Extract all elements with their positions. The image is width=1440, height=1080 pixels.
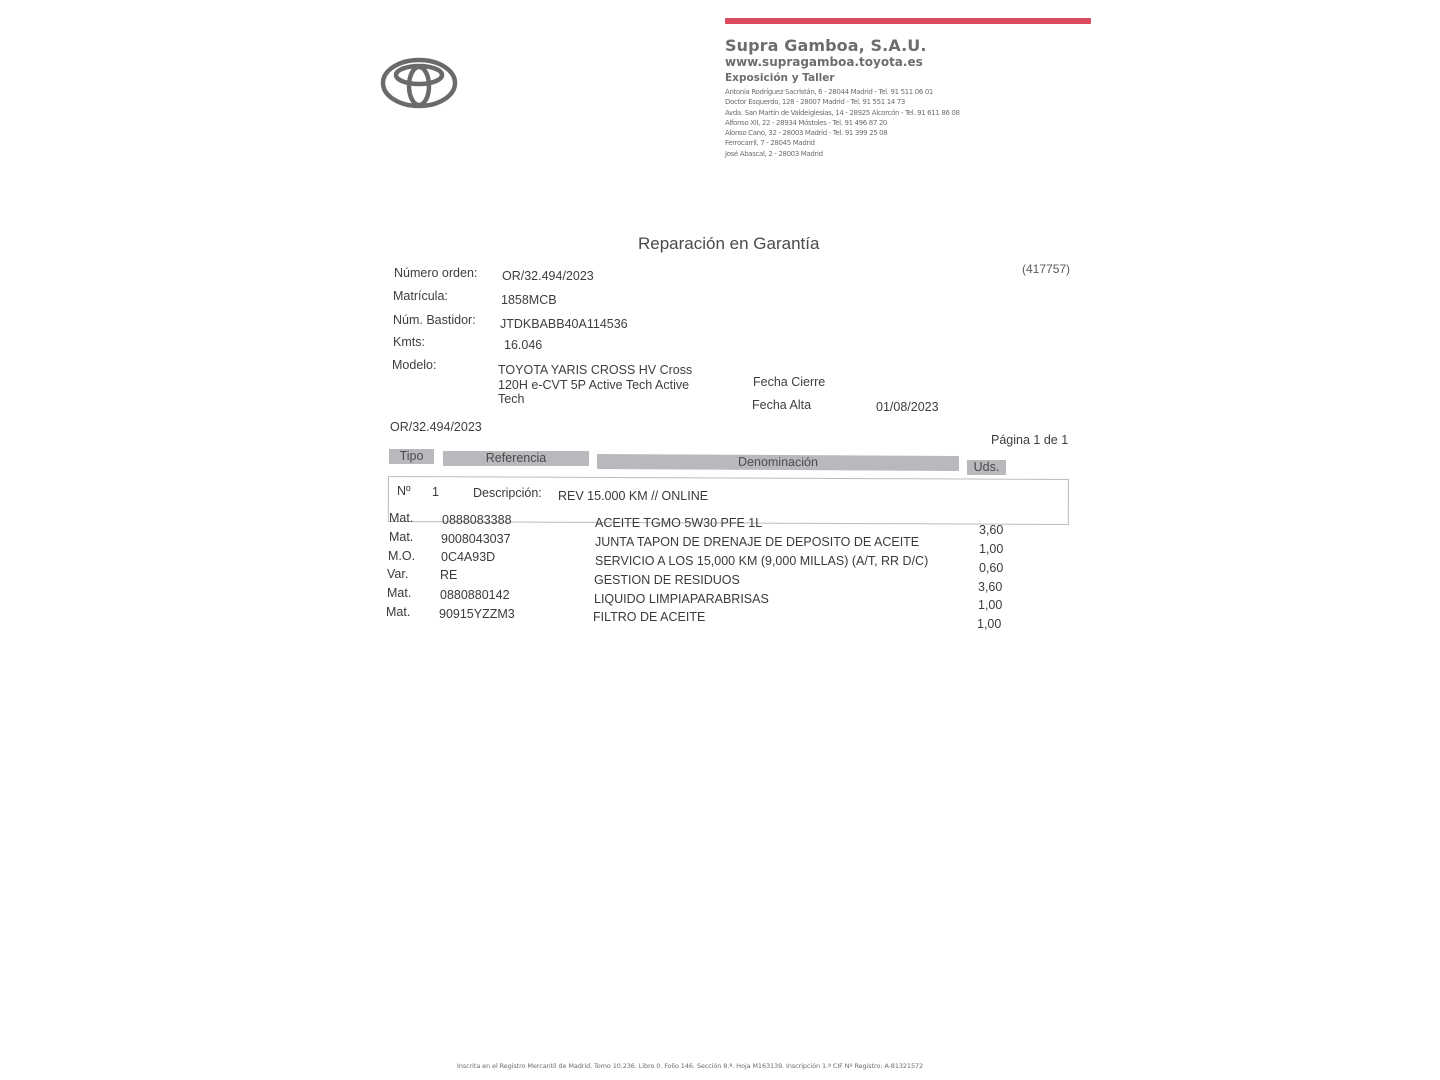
address-line: José Abascal, 2 - 28003 Madrid (725, 149, 823, 158)
address-line: Antonia Rodríguez Sacristán, 6 - 28044 Madrid - Tel. 91 511 06 01 (725, 88, 934, 96)
column-header-units: Uds. (967, 460, 1006, 475)
row-units: 1,00 (979, 542, 1004, 556)
row-reference: 0888083388 (442, 513, 512, 527)
open-date-label: Fecha Alta (752, 398, 812, 412)
row-units: 3,60 (978, 580, 1003, 594)
row-units: 0,60 (979, 561, 1004, 575)
row-type: Mat. (389, 511, 414, 525)
page-info: Página 1 de 1 (991, 433, 1069, 447)
address-line: Avda. San Martín de Valdeiglesias, 14 - 28925 Alcorcón - Tel. 91 611 86 08 (725, 108, 960, 117)
model-label: Modelo: (392, 358, 437, 372)
address-list (725, 87, 960, 159)
column-header-reference: Referencia (443, 451, 589, 466)
order-reference: OR/32.494/2023 (390, 420, 482, 434)
row-name: LIQUIDO LIMPIAPARABRISAS (594, 592, 769, 606)
row-units: 3,60 (979, 523, 1004, 537)
row-type: Var. (387, 567, 409, 581)
row-reference: 0880880142 (440, 588, 510, 602)
row-type: Mat. (387, 586, 412, 600)
vin-label: Núm. Bastidor: (393, 313, 476, 327)
reference-code: (417757) (1022, 262, 1071, 276)
km-label: Kmts: (393, 335, 425, 349)
address-line: Alfonso XII, 22 - 28934 Móstoles - Tel. 91 496 87 20 (725, 118, 888, 127)
row-reference: RE (440, 568, 458, 582)
order-number-label: Número orden: (394, 266, 478, 280)
row-units: 1,00 (978, 598, 1003, 612)
company-website: www.supragamboa.toyota.es (725, 55, 923, 69)
row-type: M.O. (388, 549, 416, 563)
open-date-value: 01/08/2023 (876, 400, 939, 414)
plate-label: Matrícula: (393, 289, 448, 303)
column-header-name: Denominación (597, 454, 959, 471)
row-name: SERVICIO A LOS 15,000 KM (9,000 MILLAS) (A/T, RR D/C) (595, 554, 929, 568)
address-line: Ferrocarril, 7 - 28045 Madrid (725, 139, 815, 148)
company-name: Supra Gamboa, S.A.U. (725, 36, 927, 55)
row-name: GESTION DE RESIDUOS (594, 573, 740, 587)
vin-value: JTDKBABB40A114536 (500, 317, 628, 331)
column-header-type: Tipo (389, 449, 434, 464)
row-name: FILTRO DE ACEITE (593, 610, 706, 624)
order-number-value: OR/32.494/2023 (502, 269, 594, 283)
row-units: 1,00 (977, 617, 1002, 631)
row-type: Mat. (386, 605, 411, 619)
row-reference: 9008043037 (441, 532, 511, 546)
row-reference: 90915YZZM3 (439, 607, 515, 621)
company-section: Exposición y Taller (725, 72, 835, 84)
row-reference: 0C4A93D (441, 550, 496, 564)
model-value: TOYOTA YARIS CROSS HV Cross 120H e-CVT 5P Active Tech Active Tech (498, 363, 693, 406)
row-name: JUNTA TAPON DE DRENAJE DE DEPOSITO DE ACEITE (595, 535, 920, 549)
address-line: Alonso Cano, 32 - 28003 Madrid - Tel. 91 399 25 08 (725, 129, 888, 138)
row-type: Mat. (389, 530, 414, 544)
address-line: Doctor Esquerdo, 128 - 28007 Madrid - Tel. 91 551 14 73 (725, 98, 905, 107)
job-description: REV 15.000 KM // ONLINE (558, 489, 709, 503)
row-name: ACEITE TGMO 5W30 PFE 1L (595, 516, 763, 530)
plate-value: 1858MCB (501, 293, 557, 307)
job-description-label: Descripción: (473, 486, 542, 500)
job-number: 1 (432, 485, 439, 499)
header-accent-bar (725, 18, 1091, 24)
job-number-label: Nº (397, 484, 411, 498)
legal-footer: Inscrita en el Registro Mercantil de Madrid. Tomo 10.236. Libro 0. Folio 146. Sección 8.ª. Hoja M163139. Inscripción 1.ª CIF Nº Registro: A-81321572 (457, 1062, 924, 1070)
toyota-logo-icon (380, 56, 458, 110)
km-value: 16.046 (504, 338, 543, 352)
document-title: Reparación en Garantía (638, 234, 820, 253)
close-date-label: Fecha Cierre (753, 375, 826, 389)
